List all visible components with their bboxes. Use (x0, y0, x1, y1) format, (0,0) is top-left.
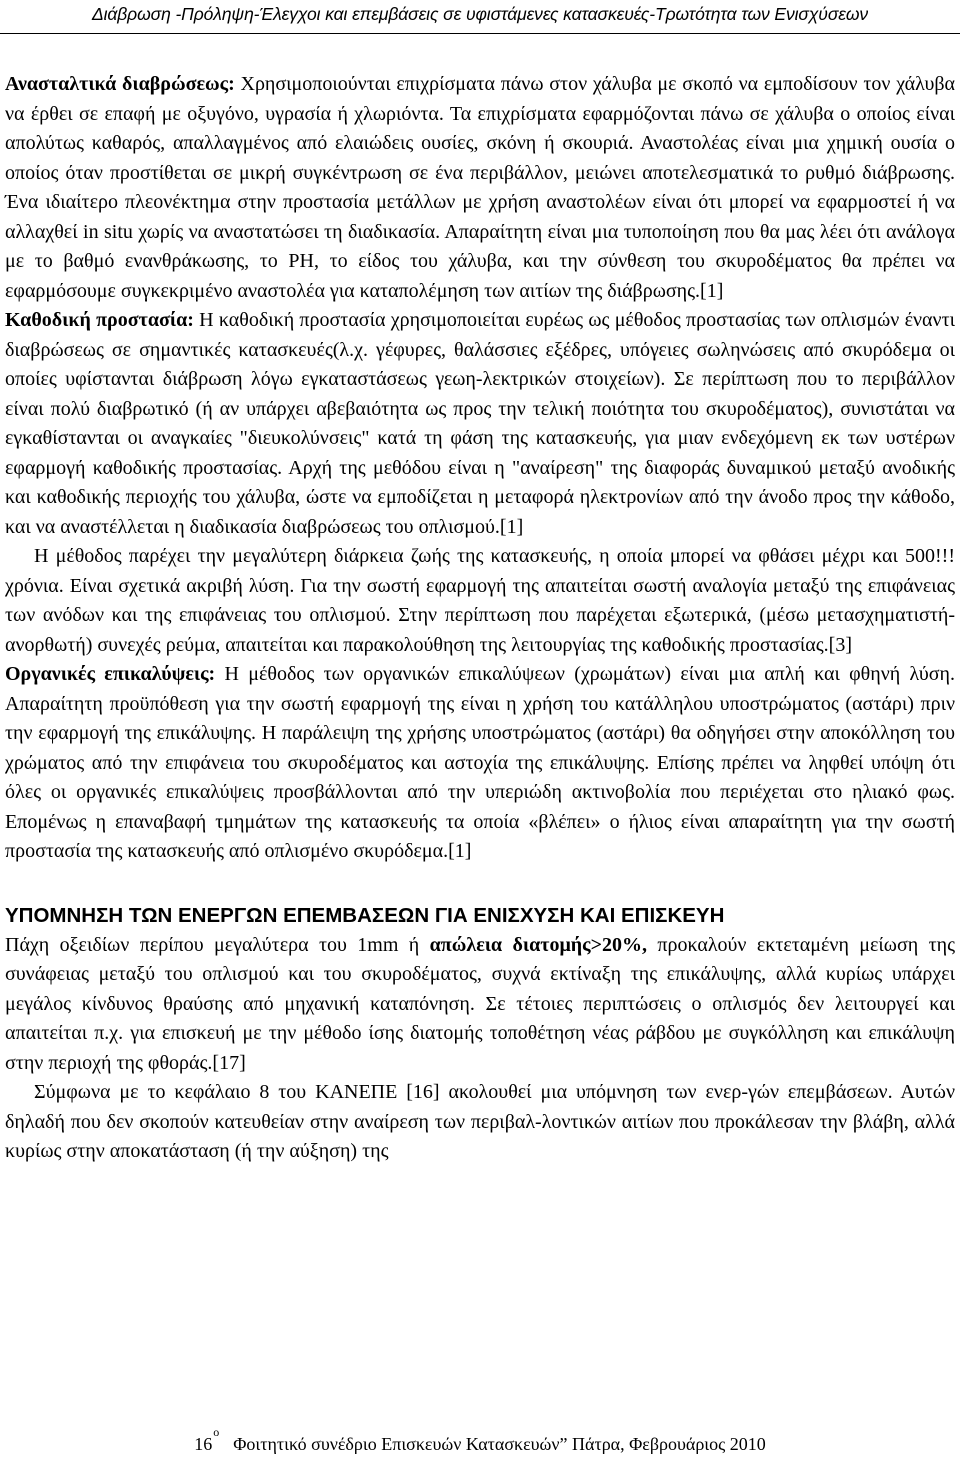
conference-number: 16 (194, 1434, 213, 1454)
lead-kathodiki: Καθοδική προστασία: (5, 309, 194, 331)
header-divider (0, 33, 960, 34)
paragraph-kathodiki (5, 306, 955, 542)
text-ypomnisi-bold: απώλεια διατομής>20%, (429, 933, 647, 956)
paragraph-kathodiki-2: Η μέθοδος παρέχει την μεγαλύτερη διάρκεια ζωής της κατασκευής, η οποία μπορεί να φθάσει μέχρι και 500!!! χρόνια. Είναι σχετικά ακριβή λύση. Για την σωστή εφαρμογή της απαιτείται σωστή αναλογία μεταξύ της επιφάνειας των ανόδων και της επιφάνειας του οπλισμού. Στην περίπτωση που παρέχεται εξωτερικά, (μέσω μετασχηματιστή-ανορθωτή) συνεχές ρεύμα, απαιτείται και παρακολούθηση της λειτουργίας της καθοδικής προστασίας.[3] (5, 545, 955, 656)
page-footer (0, 1425, 960, 1455)
lead-organikes: Οργανικές επικαλύψεις: (5, 663, 216, 685)
paragraph-organikes (5, 660, 955, 867)
text-ypomnisi-after: προκαλούν εκτεταμένη μείωση της συνάφειας μεταξύ του οπλισμού και του σκυροδέματος, συχνά εκτίναξη της επικάλυψης, αλλά κυρίως υπάρχει μεγάλος κίνδυνος θραύσης από μηχανική καταπόνηση. Σε τέτοιες περιπτώσεις ο οπλισμός δεν λειτουργεί και απαιτείται π.χ. για επισκευή με την μέθοδο ίσης διατομής τοποθέτηση νέας ράβδου με συγκόλληση και επικάλυψη στην περιοχή της φθοράς.[17] (5, 933, 956, 1074)
conference-title: Φοιτητικό συνέδριο Επισκευών Κατασκευών” Πάτρα, Φεβρουάριος 2010 (233, 1434, 766, 1454)
text-organikes: Η μέθοδος των οργανικών επικαλύψεων (χρωμάτων) είναι μια απλή και φθηνή λύση. Απαραίτητη προϋπόθεση για την σωστή εφαρμογή της είναι η χρήση του κατάλληλου υποστρώματος (αστάρι) πριν την εφαρμογή της επικάλυψης. Η παράλειψη της χρήσης υποστρώματος (αστάρι) θα οδηγήσει στην αποκόλληση του χρώματος από την επιφάνεια του σκυροδέματος και αστοχία της επικάλυψης. Επίσης πρέπει να ληφθεί υπόψη ότι όλες οι οργανικές επικαλύψεις προσβάλλονται από την υπεριώδη ακτινοβολία που περιέχεται στο ηλιακό φως. Επομένως η επαναβαφή τμημάτων της κατασκευής τα οποία «βλέπει» ο ήλιος είναι απαραίτητη για την σωστή προστασία της κατασκευής από οπλισμένο σκυρόδεμα.[1] (5, 663, 955, 862)
document-body (5, 70, 955, 1167)
section-heading: ΥΠΟΜΝΗΣΗ ΤΩΝ ΕΝΕΡΓΩΝ ΕΠΕΜΒΑΣΕΩΝ ΓΙΑ ΕΝΙΣΧΥΣΗ ΚΑΙ ΕΠΙΣΚΕΥΗ (5, 903, 725, 927)
paragraph-anastaltika (5, 70, 955, 306)
lead-anastaltika: Ανασταλτικά διαβρώσεως: (5, 73, 235, 95)
text-ypomnisi-before: Πάχη οξειδίων περίπου μεγαλύτερα του 1mm ή (5, 933, 430, 956)
text-kathodiki: Η καθοδική προστασία χρησιμοποιείται ευρέως ως μέθοδος προστασίας των οπλισμών έναντι διαβρώσεως σε σημαντικές κατασκευές(λ.χ. γέφυρες, θαλάσσιες εξέδρες, υπόγειες σωληνώσεις από σκυρόδεμα οι οποίες υφίστανται διάβρωση λόγω εγκαταστάσεως γεωη-λεκτρικών στοιχείων). Σε περίπτωση που το περιβάλλον είναι πολύ διαβρωτικό (ή αν υπάρχει αβεβαιότητα ως προς την τελική ποιότητα του σκυροδέματος), συνιστάται να εγκαθίστανται οι αναγκαίες "διευκολύνσεις" κατά τη φάση της κατασκευής, για μιαν ενδεχόμενη εκ των υστέρων εφαρμογή καθοδικής προστασίας. Αρχή της μεθόδου είναι η "αναίρεση" της διαφοράς δυναμικού μεταξύ ανοδικής και καθοδικής περιοχής του χάλυβα, ώστε να εμποδίζεται η μεταφορά ηλεκτρονίων από την άνοδο προς την κάθοδο, και να αναστέλλεται η διαδικασία διαβρώσεως του οπλισμού.[1] (5, 309, 955, 538)
paragraph-ypomnisi-1 (5, 931, 955, 1079)
text-anastaltika: Χρησιμοποιούνται επιχρίσματα πάνω στον χάλυβα με σκοπό να εμποδίσουν τον χάλυβα να έρθει σε επαφή με οξυγόνο, υγρασία ή χλωριόντα. Τα επιχρίσματα εφαρμόζονται πάνω σε χάλυβα ο οποίος είναι απολύτως καθαρός, απαλλαγμένος από ελαιώδεις ουσίες, σκόνη ή σκουριά. Αναστολέας είναι μια χημική ουσία ο οποίος όταν προστίθεται σε μικρή συγκέντρωση σε ένα περιβάλλον, μειώνει αποτελεσματικά το ρυθμό διάβρωσης. Ένα ιδιαίτερο πλεονέκτημα στην προστασία μετάλλων με χρήση αναστολέων είναι ότι μπορεί να εφαρμοστεί ή να αλλαχθεί in situ χωρίς να αναστατώσει τη διαδικασία. Απαραίτητη είναι μια τυποποίηση που θα μας λέει ότι ανάλογα με το βαθμό ενανθράκωσης, το PH, το είδος του χάλυβα, και την σύνθεση του σκυροδέματος θα πρέπει να εφαρμόσουμε συγκεκριμένο αναστολέα για καταπολέμηση των αιτίων της διάβρωσης.[1] (5, 73, 955, 302)
running-header: Διάβρωση -Πρόληψη-Έλεγχοι και επεμβάσεις σε υφιστάμενες κατασκευές-Τρωτότητα των Ενισχύσεων (91, 4, 869, 24)
paragraph-ypomnisi-2: Σύμφωνα με το κεφάλαιο 8 του ΚΑΝΕΠΕ [16] ακολουθεί μια υπόμνηση των ενερ-γών επεμβάσεων. Αυτών δηλαδή που δεν σκοπούν κατευθείαν στην αναίρεση των περιβαλ-λοντικών αιτίων που προκάλεσαν την βλάβη, αλλά κυρίως στην αποκατάσταση (ή την αύξηση) της (5, 1081, 955, 1162)
ordinal-superscript: ο (213, 1425, 220, 1439)
